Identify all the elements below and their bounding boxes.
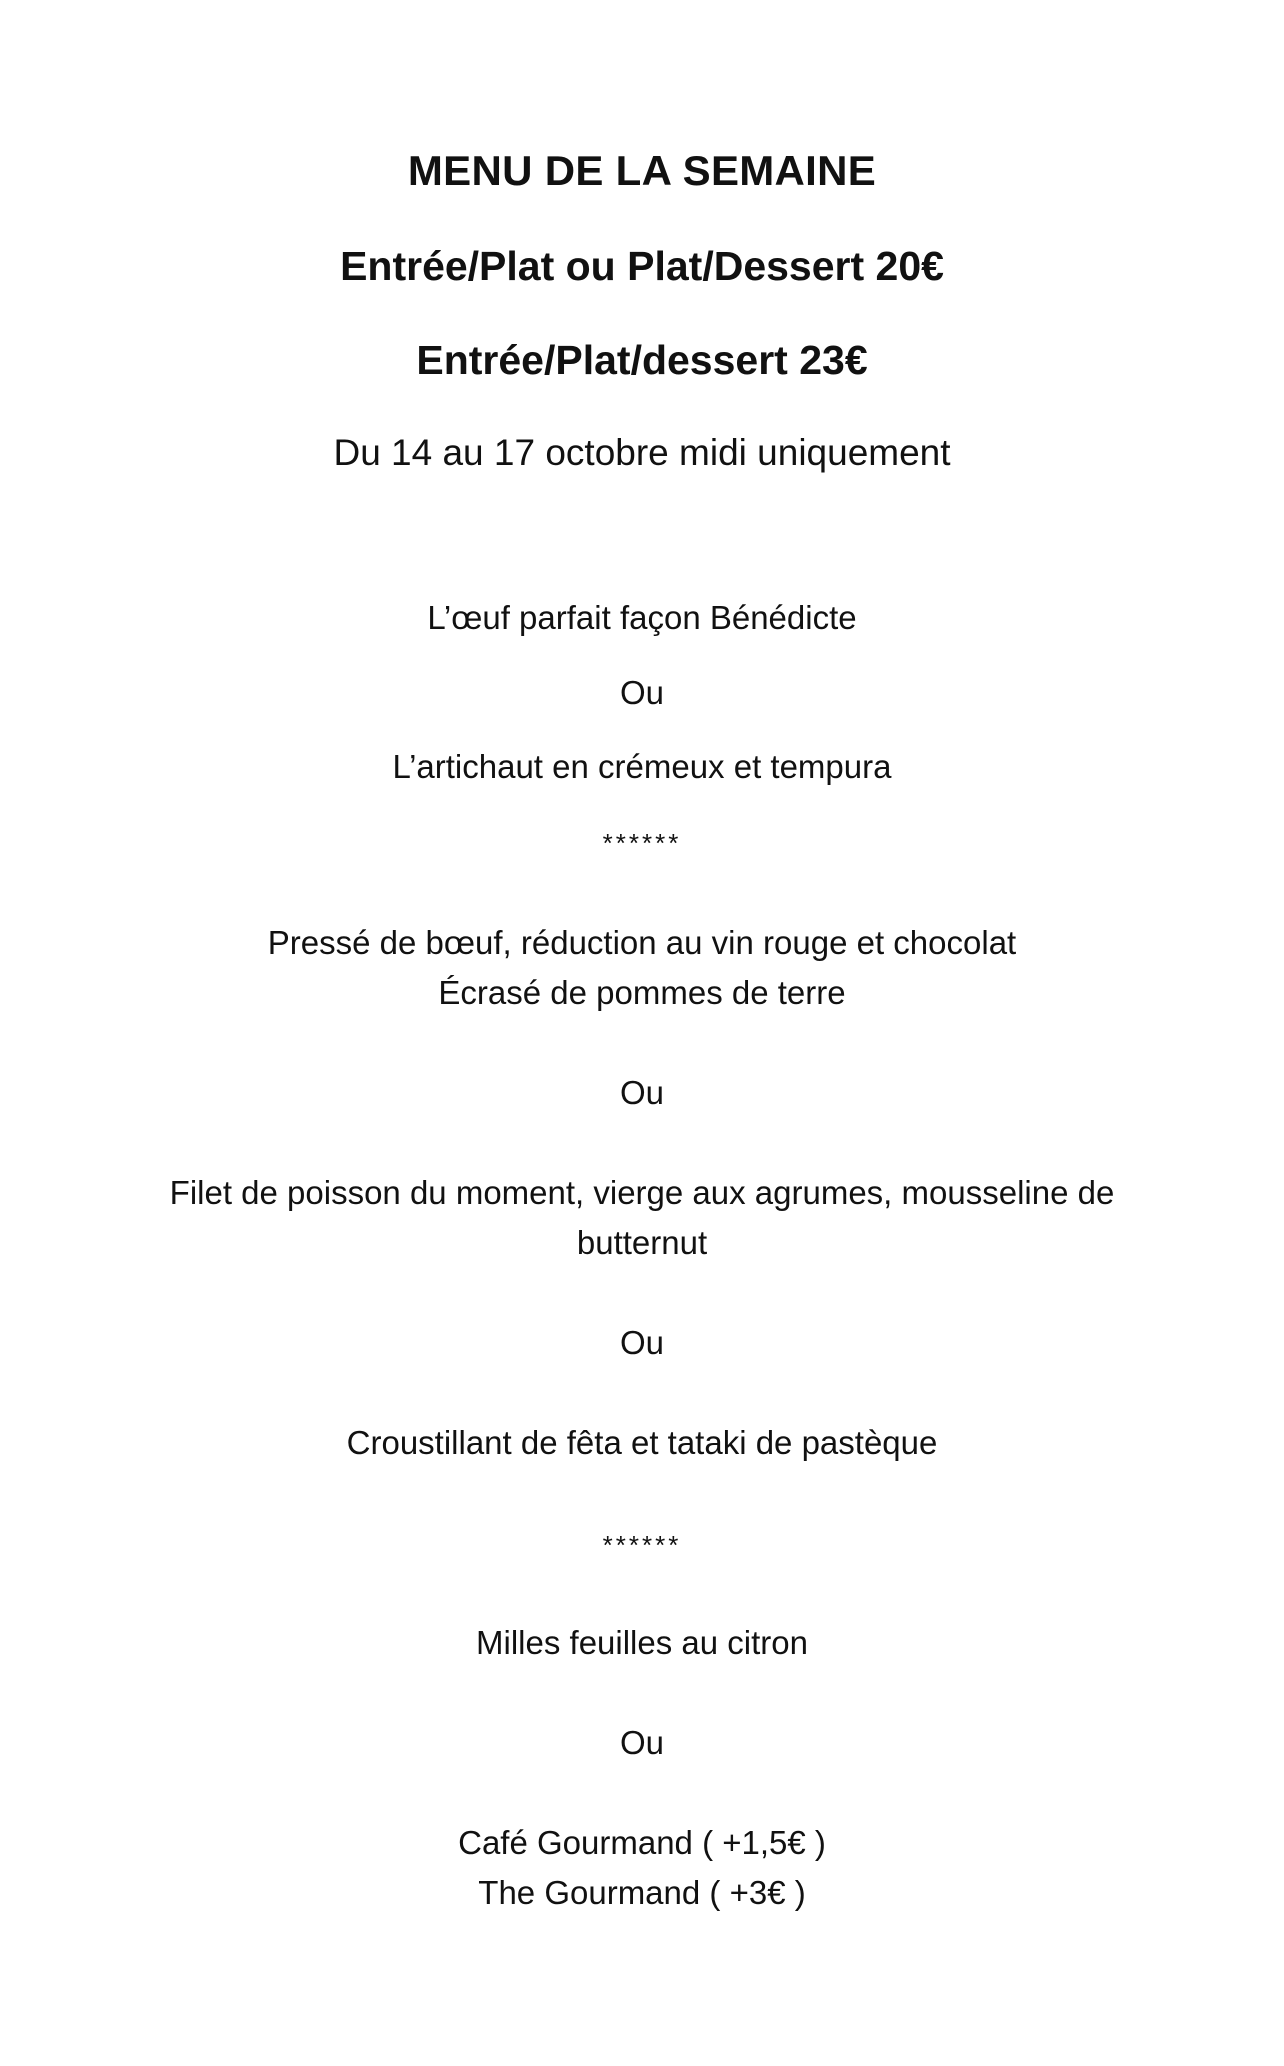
separator-2: ****** (602, 1530, 682, 1560)
dessert-item-2: Café Gourmand ( +1,5€ ) (458, 1824, 826, 1861)
plat-or-1: Ou (619, 1074, 665, 1111)
entree-item-2: L’artichaut en crémeux et tempura (392, 748, 892, 785)
separator-1: ****** (602, 828, 682, 858)
plat-or-2: Ou (619, 1324, 665, 1361)
formula-two-courses: Entrée/Plat ou Plat/Dessert 20€ (340, 243, 944, 289)
plat-item-1-line-1: Pressé de bœuf, réduction au vin rouge et chocolat (267, 924, 1017, 961)
dessert-item-1: Milles feuilles au citron (476, 1624, 808, 1661)
plat-item-3: Croustillant de fêta et tataki de pastèque (346, 1424, 938, 1461)
plat-item-2-line-2: butternut (576, 1224, 708, 1261)
menu-dates: Du 14 au 17 octobre midi uniquement (333, 432, 951, 473)
menu-title: MENU DE LA SEMAINE (407, 147, 877, 194)
plat-item-1-line-2: Écrasé de pommes de terre (438, 974, 846, 1011)
plat-item-2-line-1: Filet de poisson du moment, vierge aux agrumes, mousseline de (169, 1174, 1115, 1211)
formula-three-courses: Entrée/Plat/dessert 23€ (416, 337, 868, 383)
entree-or: Ou (619, 674, 665, 711)
dessert-or: Ou (619, 1724, 665, 1761)
dessert-item-3: The Gourmand ( +3€ ) (478, 1874, 806, 1911)
entree-item-1: L’œuf parfait façon Bénédicte (427, 599, 857, 636)
